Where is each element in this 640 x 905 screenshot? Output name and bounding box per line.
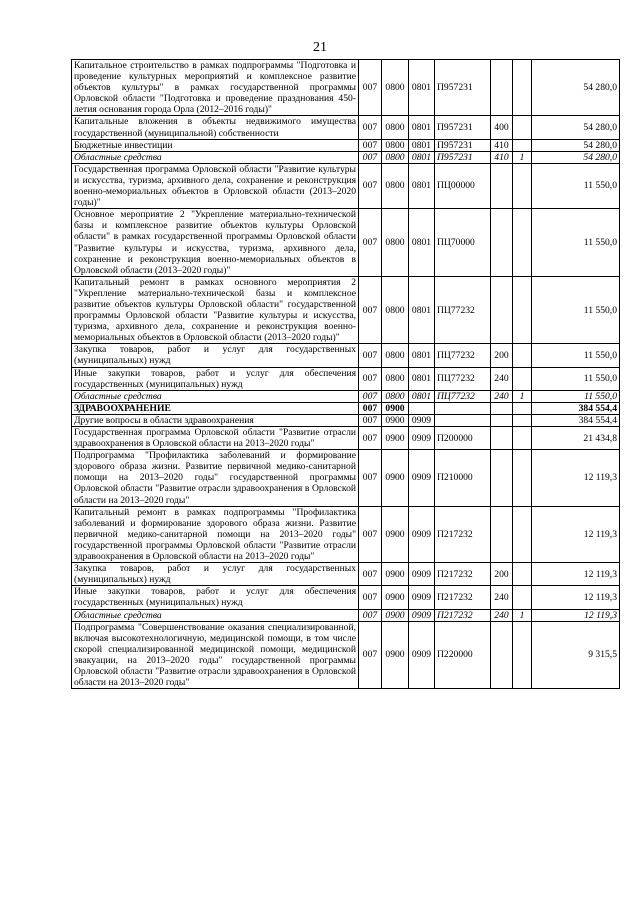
amount-cell: 21 434,8	[532, 427, 620, 450]
funding-source-cell	[513, 414, 532, 426]
expense-type-cell: 200	[491, 563, 513, 586]
target-article-cell: ПЦ77232	[435, 367, 491, 390]
section-code-cell: 0900	[382, 450, 409, 506]
expense-type-cell: 240	[491, 586, 513, 609]
row-name-cell: Подпрограмма "Совершенствование оказания специализированной, включая высокотехнологичную, медицинской помощи, в том числе скорой специализированной медицинской помощи, медицинской эвакуации, на 2013–2020 годы" государственной программы Орловской области "Развитие отрасли здравоохранения в Орловской области на 2013–2020 годы"	[72, 621, 359, 689]
funding-source-cell	[513, 621, 532, 689]
table-row	[72, 621, 620, 689]
row-name-cell: Иные закупки товаров, работ и услуг для обеспечения государственных (муниципальных) нужд	[72, 367, 359, 390]
section-code-cell: 0800	[382, 209, 409, 277]
subsection-code-cell: 0801	[409, 163, 435, 208]
table-row	[72, 586, 620, 609]
funding-source-cell: 1	[513, 151, 532, 163]
row-name-cell: ЗДРАВООХРАНЕНИЕ	[72, 402, 359, 414]
target-article-cell: П957231	[435, 116, 491, 139]
amount-cell: 12 119,3	[532, 450, 620, 506]
amount-cell: 12 119,3	[532, 609, 620, 621]
expense-type-cell	[491, 60, 513, 116]
admin-code-cell: 007	[359, 586, 382, 609]
row-name-cell: Другие вопросы в области здравоохранения	[72, 414, 359, 426]
target-article-cell	[435, 414, 491, 426]
expense-type-cell: 410	[491, 151, 513, 163]
admin-code-cell: 007	[359, 450, 382, 506]
row-name-cell: Областные средства	[72, 151, 359, 163]
amount-cell: 54 280,0	[532, 116, 620, 139]
funding-source-cell	[513, 163, 532, 208]
admin-code-cell: 007	[359, 60, 382, 116]
expense-type-cell: 400	[491, 116, 513, 139]
table-row	[72, 163, 620, 208]
amount-cell: 11 550,0	[532, 344, 620, 367]
expense-type-cell	[491, 402, 513, 414]
row-name-cell: Областные средства	[72, 609, 359, 621]
funding-source-cell	[513, 276, 532, 344]
expense-type-cell: 240	[491, 390, 513, 402]
expense-type-cell	[491, 163, 513, 208]
admin-code-cell: 007	[359, 402, 382, 414]
section-code-cell: 0800	[382, 344, 409, 367]
section-code-cell: 0900	[382, 586, 409, 609]
section-code-cell: 0800	[382, 390, 409, 402]
page-number: 21	[313, 40, 327, 55]
expense-type-cell	[491, 506, 513, 562]
table-row	[72, 402, 620, 414]
amount-cell: 384 554,4	[532, 414, 620, 426]
amount-cell: 54 280,0	[532, 60, 620, 116]
funding-source-cell	[513, 116, 532, 139]
amount-cell: 12 119,3	[532, 586, 620, 609]
table-row	[72, 506, 620, 562]
admin-code-cell: 007	[359, 116, 382, 139]
section-code-cell: 0900	[382, 402, 409, 414]
budget-table-body	[72, 60, 620, 689]
subsection-code-cell: 0801	[409, 60, 435, 116]
expense-type-cell	[491, 450, 513, 506]
amount-cell: 11 550,0	[532, 209, 620, 277]
table-row	[72, 209, 620, 277]
table-row	[72, 367, 620, 390]
row-name-cell: Подпрограмма "Профилактика заболеваний и формирование здорового образа жизни. Развитие первичной медико-санитарной помощи на 2013–2020 годы" государственной программы Орловской области "Развитие отрасли здравоохранения в Орловской области на 2013–2020 годы"	[72, 450, 359, 506]
table-row	[72, 139, 620, 151]
expense-type-cell: 410	[491, 139, 513, 151]
subsection-code-cell: 0801	[409, 209, 435, 277]
target-article-cell: П220000	[435, 621, 491, 689]
subsection-code-cell: 0909	[409, 427, 435, 450]
section-code-cell: 0800	[382, 60, 409, 116]
expense-type-cell	[491, 209, 513, 277]
target-article-cell: ПЦ70000	[435, 209, 491, 277]
funding-source-cell	[513, 586, 532, 609]
table-row	[72, 390, 620, 402]
section-code-cell: 0900	[382, 609, 409, 621]
row-name-cell: Бюджетные инвестиции	[72, 139, 359, 151]
subsection-code-cell: 0909	[409, 586, 435, 609]
row-name-cell: Капитальный ремонт в рамках подпрограммы "Профилактика заболеваний и формирование здорового образа жизни. Развитие первичной медико-санитарной помощи на 2013–2020 годы" государственной программы Орловской области "Развитие отрасли здравоохранения в Орловской области на 2013–2020 годы"	[72, 506, 359, 562]
budget-table	[71, 59, 620, 689]
row-name-cell: Областные средства	[72, 390, 359, 402]
expense-type-cell	[491, 427, 513, 450]
section-code-cell: 0900	[382, 414, 409, 426]
row-name-cell: Закупка товаров, работ и услуг для государственных (муниципальных) нужд	[72, 563, 359, 586]
target-article-cell: ПЦ00000	[435, 163, 491, 208]
subsection-code-cell: 0909	[409, 506, 435, 562]
section-code-cell: 0800	[382, 139, 409, 151]
subsection-code-cell: 0909	[409, 563, 435, 586]
target-article-cell: П200000	[435, 427, 491, 450]
expense-type-cell	[491, 621, 513, 689]
subsection-code-cell: 0909	[409, 609, 435, 621]
admin-code-cell: 007	[359, 621, 382, 689]
funding-source-cell	[513, 427, 532, 450]
target-article-cell: ПЦ77232	[435, 344, 491, 367]
funding-source-cell: 1	[513, 390, 532, 402]
table-row	[72, 344, 620, 367]
amount-cell: 12 119,3	[532, 563, 620, 586]
expense-type-cell: 240	[491, 367, 513, 390]
expense-type-cell: 200	[491, 344, 513, 367]
admin-code-cell: 007	[359, 151, 382, 163]
funding-source-cell	[513, 450, 532, 506]
table-row	[72, 151, 620, 163]
subsection-code-cell: 0909	[409, 450, 435, 506]
section-code-cell: 0800	[382, 367, 409, 390]
table-row	[72, 276, 620, 344]
row-name-cell: Капитальные вложения в объекты недвижимого имущества государственной (муниципальной) собственности	[72, 116, 359, 139]
funding-source-cell	[513, 344, 532, 367]
table-row	[72, 116, 620, 139]
target-article-cell: П217232	[435, 506, 491, 562]
amount-cell: 11 550,0	[532, 276, 620, 344]
row-name-cell: Государственная программа Орловской области "Развитие отрасли здравоохранения в Орловской области на 2013–2020 годы"	[72, 427, 359, 450]
section-code-cell: 0800	[382, 163, 409, 208]
table-row	[72, 427, 620, 450]
funding-source-cell	[513, 139, 532, 151]
admin-code-cell: 007	[359, 367, 382, 390]
target-article-cell	[435, 402, 491, 414]
amount-cell: 12 119,3	[532, 506, 620, 562]
amount-cell: 9 315,5	[532, 621, 620, 689]
expense-type-cell	[491, 276, 513, 344]
target-article-cell: ПЦ77232	[435, 390, 491, 402]
admin-code-cell: 007	[359, 506, 382, 562]
subsection-code-cell: 0801	[409, 367, 435, 390]
admin-code-cell: 007	[359, 139, 382, 151]
target-article-cell: П217232	[435, 609, 491, 621]
row-name-cell: Капитальный ремонт в рамках основного мероприятия 2 "Укрепление материально-технической базы и комплексное развитие объектов культуры Орловской области" государственной программы Орловской области "Развитие культуры и искусства, туризма, архивного дела, сохранение и реконструкция военно-мемориальных объектов в Орловской области (2013–2020 годы)"	[72, 276, 359, 344]
table-row	[72, 60, 620, 116]
target-article-cell: П217232	[435, 563, 491, 586]
funding-source-cell	[513, 60, 532, 116]
row-name-cell: Закупка товаров, работ и услуг для государственных (муниципальных) нужд	[72, 344, 359, 367]
subsection-code-cell: 0909	[409, 414, 435, 426]
target-article-cell: П217232	[435, 586, 491, 609]
row-name-cell: Государственная программа Орловской области "Развитие культуры и искусства, туризма, архивного дела, сохранение и реконструкция военно-мемориальных объектов в Орловской области (2013–2020 годы)"	[72, 163, 359, 208]
subsection-code-cell: 0801	[409, 151, 435, 163]
target-article-cell: П957231	[435, 151, 491, 163]
target-article-cell: ПЦ77232	[435, 276, 491, 344]
section-code-cell: 0900	[382, 563, 409, 586]
subsection-code-cell: 0801	[409, 116, 435, 139]
funding-source-cell	[513, 367, 532, 390]
table-row	[72, 450, 620, 506]
section-code-cell: 0900	[382, 427, 409, 450]
target-article-cell: П957231	[435, 60, 491, 116]
funding-source-cell	[513, 506, 532, 562]
expense-type-cell	[491, 414, 513, 426]
admin-code-cell: 007	[359, 276, 382, 344]
table-row	[72, 414, 620, 426]
admin-code-cell: 007	[359, 390, 382, 402]
subsection-code-cell: 0909	[409, 621, 435, 689]
subsection-code-cell: 0801	[409, 139, 435, 151]
amount-cell: 11 550,0	[532, 390, 620, 402]
funding-source-cell: 1	[513, 609, 532, 621]
table-row	[72, 563, 620, 586]
admin-code-cell: 007	[359, 414, 382, 426]
funding-source-cell	[513, 402, 532, 414]
section-code-cell: 0800	[382, 116, 409, 139]
admin-code-cell: 007	[359, 563, 382, 586]
expense-type-cell: 240	[491, 609, 513, 621]
subsection-code-cell: 0801	[409, 344, 435, 367]
section-code-cell: 0900	[382, 621, 409, 689]
funding-source-cell	[513, 209, 532, 277]
admin-code-cell: 007	[359, 427, 382, 450]
amount-cell: 54 280,0	[532, 139, 620, 151]
row-name-cell: Иные закупки товаров, работ и услуг для обеспечения государственных (муниципальных) нужд	[72, 586, 359, 609]
subsection-code-cell: 0801	[409, 390, 435, 402]
row-name-cell: Капитальное строительство в рамках подпрограммы "Подготовка и проведение культурных мероприятий и комплексное развитие объектов культуры" в рамках государственной программы Орловской области "Подготовка и проведение празднования 450-летия основания города Орла (2012–2016 годы)"	[72, 60, 359, 116]
amount-cell: 11 550,0	[532, 367, 620, 390]
target-article-cell: П210000	[435, 450, 491, 506]
amount-cell: 11 550,0	[532, 163, 620, 208]
admin-code-cell: 007	[359, 344, 382, 367]
section-code-cell: 0900	[382, 506, 409, 562]
target-article-cell: П957231	[435, 139, 491, 151]
section-code-cell: 0800	[382, 276, 409, 344]
funding-source-cell	[513, 563, 532, 586]
section-code-cell: 0800	[382, 151, 409, 163]
admin-code-cell: 007	[359, 163, 382, 208]
subsection-code-cell	[409, 402, 435, 414]
row-name-cell: Основное мероприятие 2 "Укрепление материально-технической базы и комплексное развитие объектов культуры Орловской области" в рамках государственной программы Орловской области "Развитие культуры и искусства, туризма, архивного дела, сохранение и реконструкция военно-мемориальных объектов в Орловской области (2013–2020 годы)"	[72, 209, 359, 277]
table-row	[72, 609, 620, 621]
admin-code-cell: 007	[359, 209, 382, 277]
subsection-code-cell: 0801	[409, 276, 435, 344]
amount-cell: 54 280,0	[532, 151, 620, 163]
amount-cell: 384 554,4	[532, 402, 620, 414]
admin-code-cell: 007	[359, 609, 382, 621]
